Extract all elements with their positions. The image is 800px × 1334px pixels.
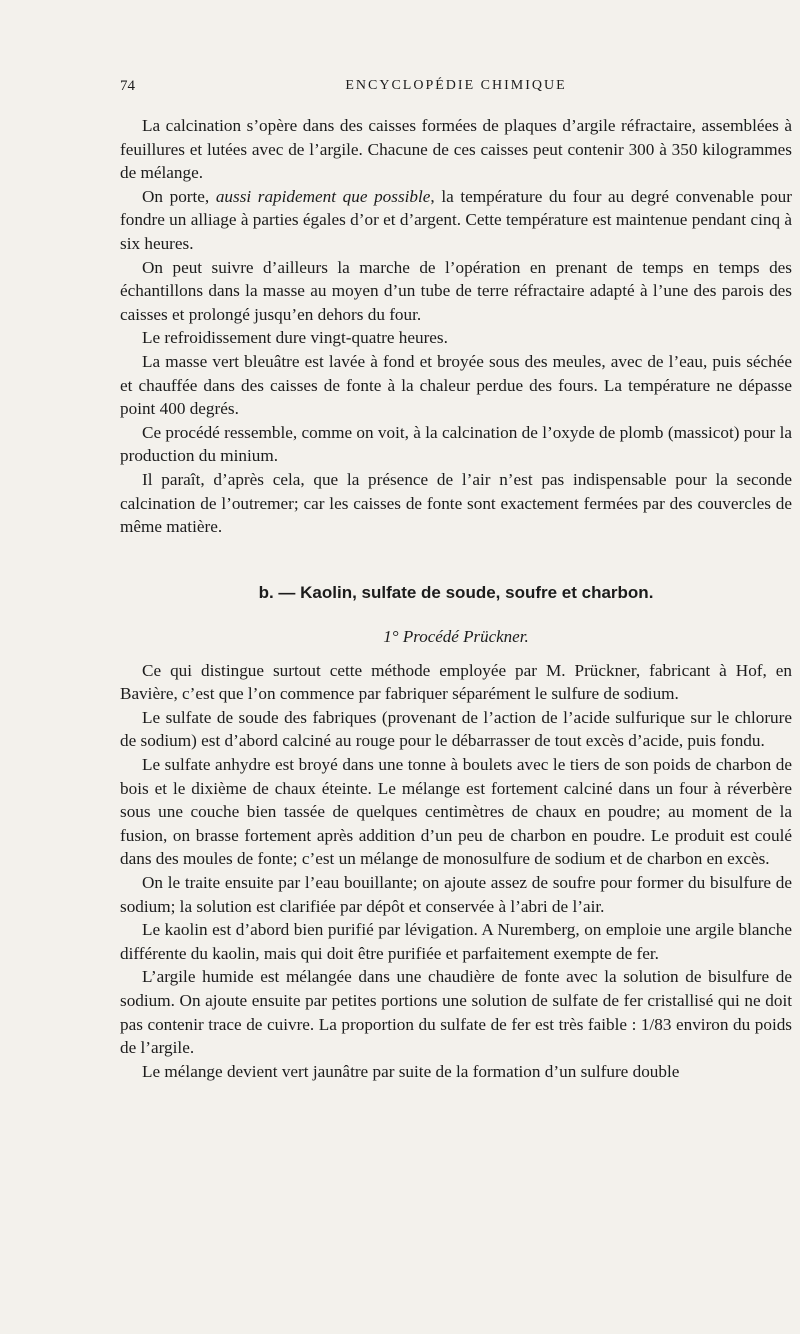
- paragraph-kaolin: Le kaolin est d’abord bien purifié par lévigation. A Nuremberg, on emploie une argile blanche différente du kaolin, mais qui doit être purifiée et parfaitement exempte de fer.: [120, 920, 792, 963]
- paragraph-text: , la température du four au degré convenable pour fondre un alliage à parties égales d’or et d’argent. Cette température est maintenue pendant cinq à six heures.: [120, 186, 792, 253]
- paragraph-cooling: Le refroidissement dure vingt-quatre heures.: [142, 328, 448, 348]
- paragraph-sulfate: Le sulfate de soude des fabriques (provenant de l’action de l’acide sulfurique sur le chlorure de sodium) est d’abord calciné au rouge pour le débarrasser de tout excès d’acide, puis fondu.: [120, 707, 792, 751]
- paragraph-washing: La masse vert bleuâtre est lavée à fond et broyée sous des meules, avec de l’eau, puis séchée et chauffée dans des caisses de fonte à la chaleur perdue des fours. La température ne dépasse point 400 degrés.: [120, 351, 792, 419]
- paragraph-anhydrous: Le sulfate anhydre est broyé dans une tonne à boulets avec le tiers de son poids de charbon de bois et le dixième de chaux éteinte. Le mélange est fortement calciné dans un four à réverbère sous une couche bien tassée de quelques centimètres de chaux en poudre; au moment de la fusion, on brasse fortement après addition d’un peu de charbon en poudre. Le produit est coulé dans des moules de fonte; c’est un mélange de monosulfure de sodium et de charbon en excès.: [120, 755, 792, 869]
- paragraph-comparison: Ce procédé ressemble, comme on voit, à la calcination de l’oxyde de plomb (massicot) pour la production du minium.: [120, 422, 792, 466]
- running-title: ENCYCLOPÉDIE CHIMIQUE: [345, 78, 567, 93]
- paragraph-clay-mixing: L’argile humide est mélangée dans une chaudière de fonte avec la solution de bisulfure de sodium. On ajoute ensuite par petites portions une solution de sulfate de fer cristallisé qui ne doit pas contenir trace de cuivre. La proportion du sulfate de fer est très faible : 1/83 environ du poids de l’argile.: [120, 967, 792, 1058]
- paragraph-sampling: On peut suivre d’ailleurs la marche de l’opération en prenant de temps en temps des échantillons dans la masse au moyen d’un tube de terre réfractaire adapté à l’une des parois des caisses et prolongé jusqu’en dehors du four.: [120, 257, 792, 324]
- italic-emphasis: aussi rapidement que possible: [215, 186, 431, 206]
- paragraph-air: Il paraît, d’après cela, que la présence de l’air n’est pas indispensable pour la seconde calcination de l’outremer; car les caisses de fonte sont exactement fermées par des couvercles de même matière.: [120, 469, 792, 537]
- section-heading: b. — Kaolin, sulfate de soude, soufre et charbon.: [258, 582, 654, 602]
- book-page: [120, 78, 792, 1083]
- subsection-heading: 1° Procédé Prückner.: [383, 626, 529, 646]
- paragraph-temperature: [120, 185, 792, 256]
- paragraph-mixture: Le mélange devient vert jaunâtre par suite de la formation d’un sulfure double: [142, 1061, 680, 1081]
- page-number: 74: [120, 78, 135, 94]
- paragraph-boiling-water: On le traite ensuite par l’eau bouillante; on ajoute assez de soufre pour former du bisulfure de sodium; la solution est clarifiée par dépôt et conservée à l’abri de l’air.: [120, 873, 792, 916]
- running-head: [120, 78, 792, 102]
- paragraph-method: Ce qui distingue surtout cette méthode employée par M. Prückner, fabricant à Hof, en Bavière, c’est que l’on commence par fabriquer séparément le sulfure de sodium.: [120, 660, 792, 704]
- paragraph-calcination: La calcination s’opère dans des caisses formées de plaques d’argile réfractaire, assemblées à feuillures et lutées avec de l’argile. Chacune de ces caisses peut contenir 300 à 350 kilogrammes de mélange.: [120, 116, 792, 183]
- paragraph-text: On porte,: [142, 186, 216, 206]
